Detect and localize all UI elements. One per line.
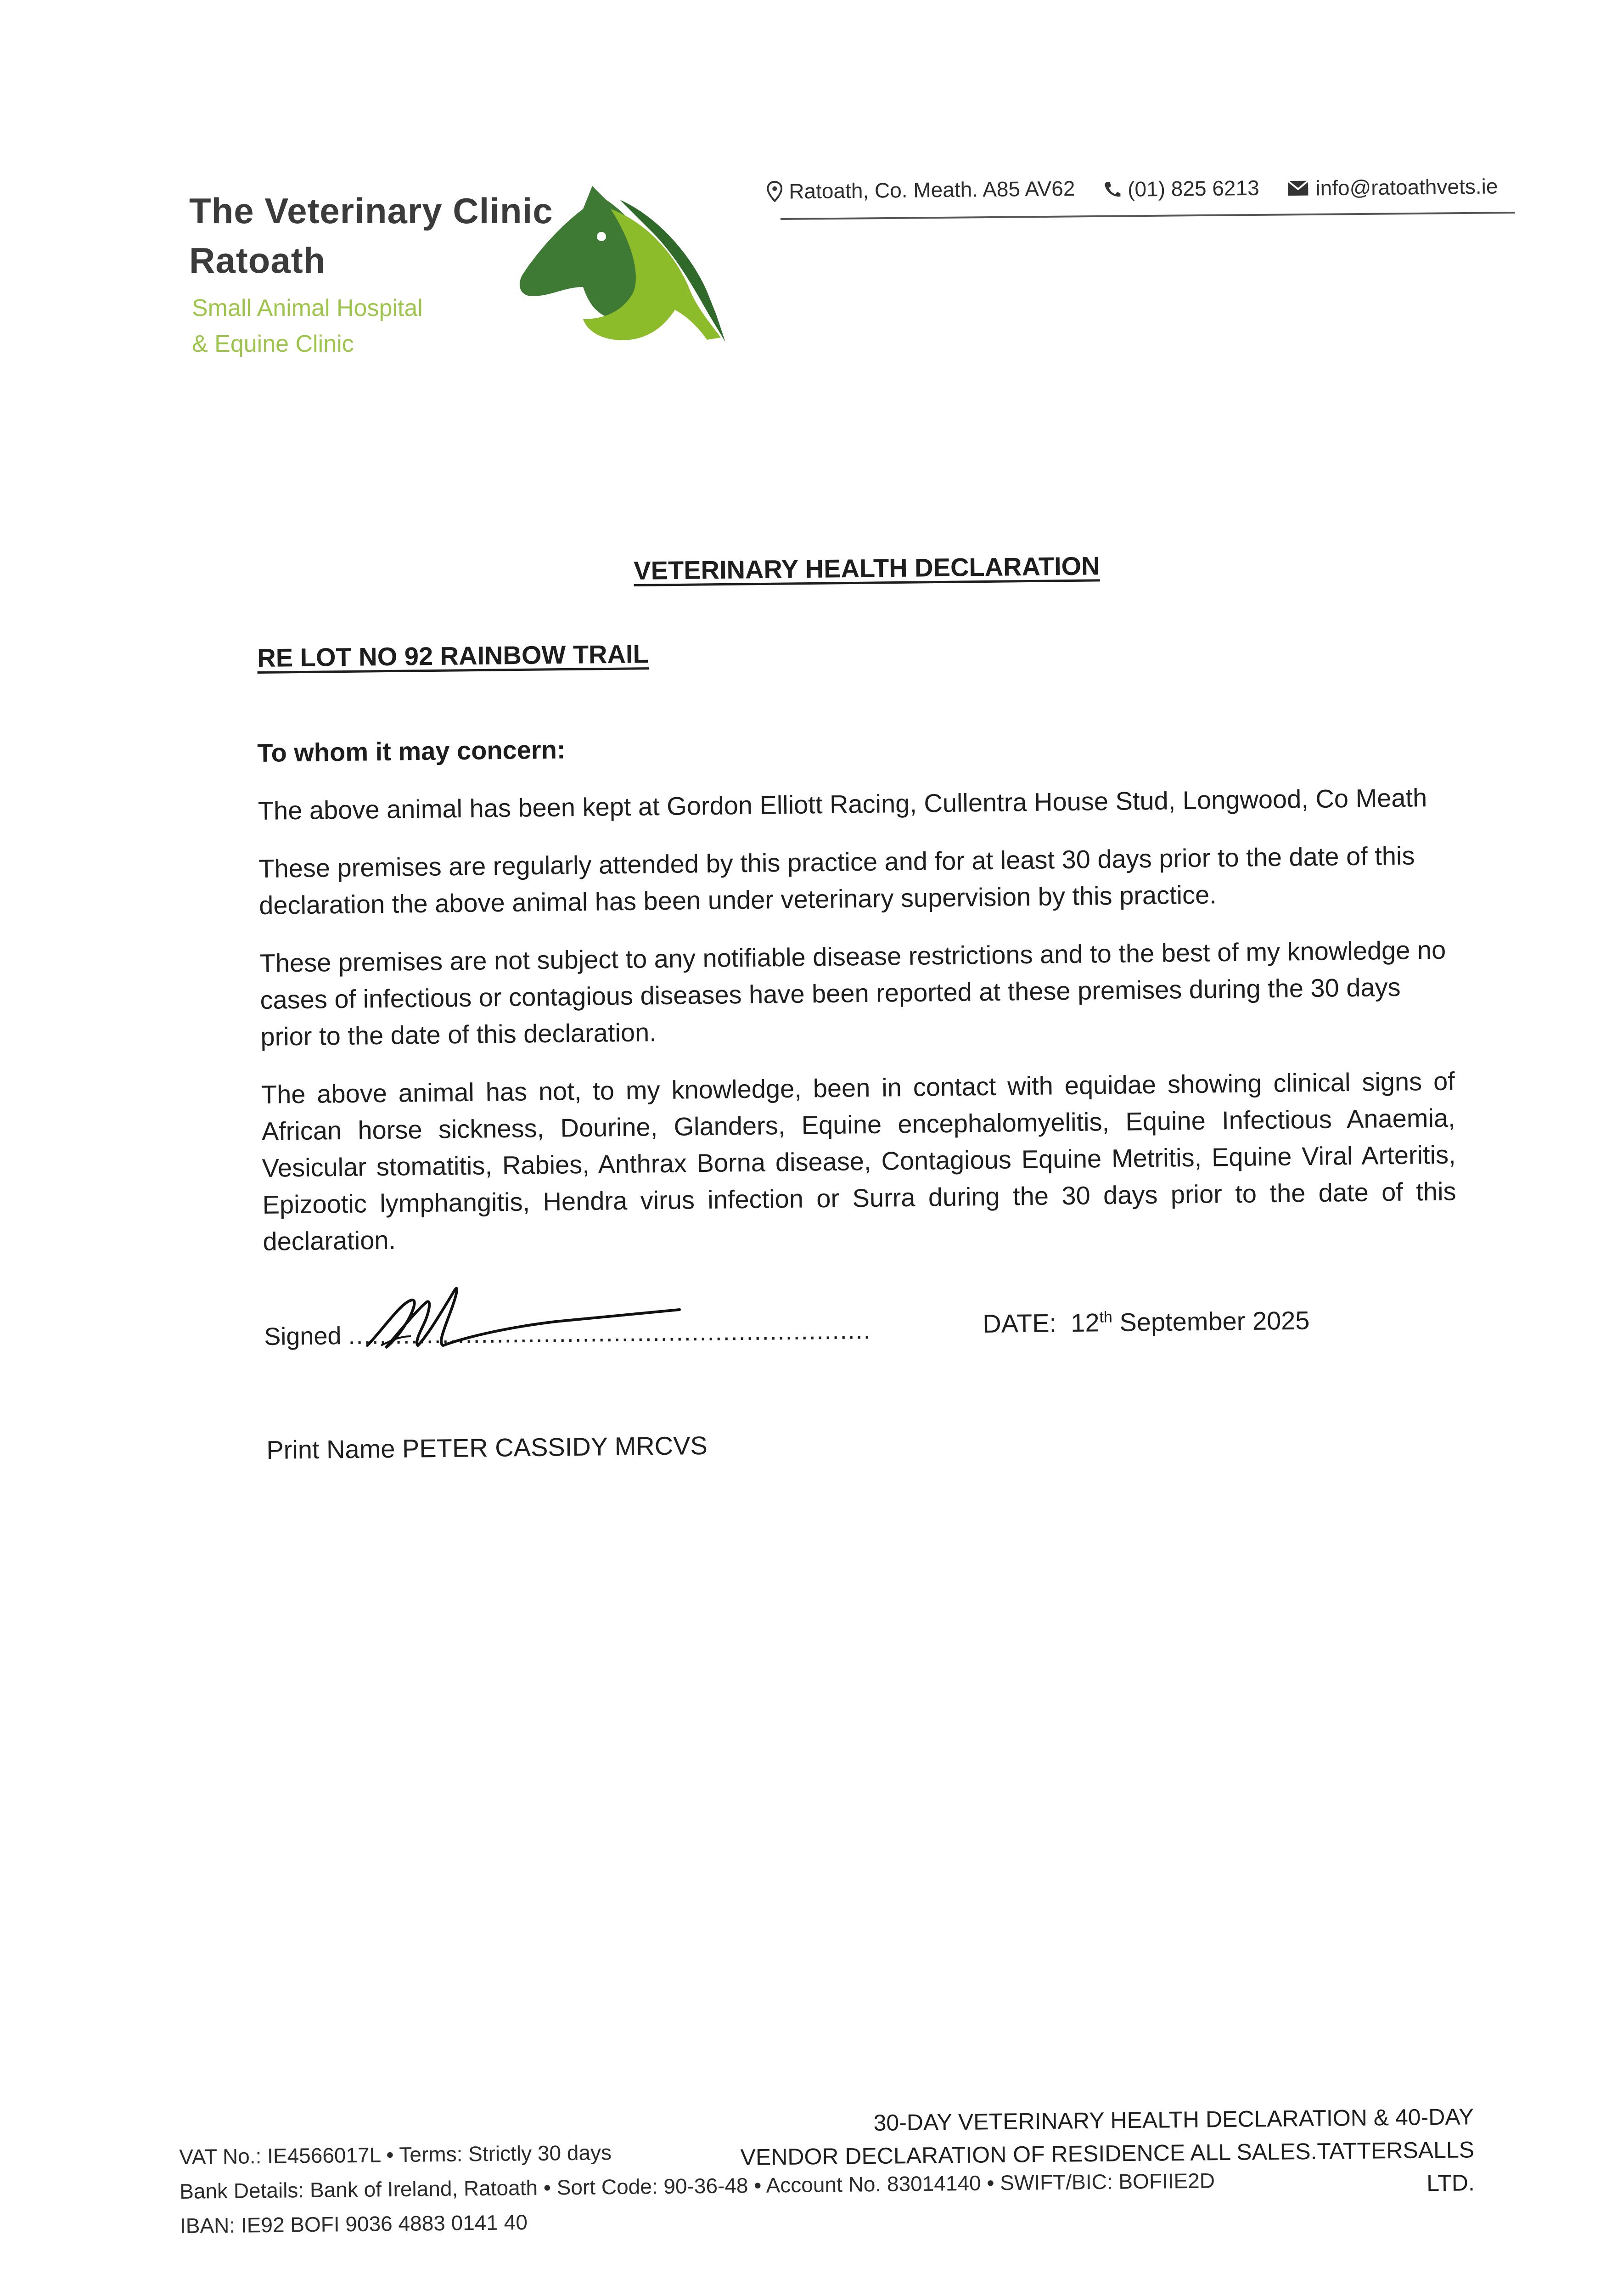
contact-bar [767, 171, 1516, 216]
date-day: 12 [1070, 1308, 1100, 1337]
address-item [767, 176, 1075, 204]
declaration-body [257, 721, 1457, 1281]
declaration-date [983, 1306, 1310, 1339]
paragraph-residence: The above animal has been kept at Gordon Elliott Racing, Cullentra House Stud, Longwood, Co Meath [258, 783, 1427, 825]
greeting: To whom it may concern: [257, 735, 566, 767]
clinic-subtitle-line2: & Equine Clinic [192, 331, 354, 357]
signature-dotted-line: ................................................................... [348, 1317, 871, 1350]
signed-label: Signed [264, 1322, 342, 1351]
paragraph-diseases: The above animal has not, to my knowledge, been in contact with equidae showing clinical signs of African horse sickness, Dourine, Glanders, Equine encephalomyelitis, Equine Infectious Anaemia, Vesicular stomatitis, Rabies, Anthrax Borna disease, Contagious Equine Metritis, Equine Viral Arteritis, Epizootic lymphangitis, Hendra virus infection or Surra during the 30 days prior to the date of this declaration. [261, 1066, 1456, 1256]
iban-line: IBAN: IE92 BOFI 9036 4883 0141 40 [180, 2210, 528, 2238]
location-pin-icon [767, 181, 782, 202]
date-rest: September 2025 [1119, 1306, 1310, 1337]
horse-eye [597, 232, 606, 241]
phone-text: (01) 825 6213 [1127, 175, 1259, 201]
paragraph-restrictions: These premises are not subject to any notifiable disease restrictions and to the best of my knowledge no cases of infectious or contagious diseases have been reported at these premises during the 30 days prior to the date of this declaration. [259, 935, 1446, 1051]
phone-item [1103, 175, 1259, 202]
stamp-line1: 30-DAY VETERINARY HEALTH DECLARATION & 40-DAY [873, 2104, 1474, 2136]
email-text: info@ratoathvets.ie [1315, 174, 1498, 200]
horse-logo-icon [514, 181, 735, 351]
print-name: Print Name PETER CASSIDY MRCVS [266, 1430, 708, 1464]
envelope-icon [1287, 180, 1309, 197]
clinic-name-line2: Ratoath [189, 240, 326, 281]
bank-line: Bank Details: Bank of Ireland, Ratoath • Sort Code: 90-36-48 • Account No. 83014140 • SWIFT/BIC: BOFIIE2D [179, 2168, 1215, 2203]
vat-line: VAT No.: IE4566017L • Terms: Strictly 30 days [179, 2140, 612, 2169]
paragraph-supervision: These premises are regularly attended by this practice and for at least 30 days prior to the date of this declaration the above animal has been under veterinary supervision by this practice. [258, 841, 1415, 920]
address-text: Ratoath, Co. Meath. A85 AV62 [789, 176, 1075, 203]
clinic-subtitle [192, 290, 423, 362]
email-item [1287, 174, 1498, 201]
document-title: VETERINARY HEALTH DECLARATION [634, 551, 1100, 585]
clinic-subtitle-line1: Small Animal Hospital [192, 295, 423, 321]
handwritten-signature [349, 1267, 698, 1359]
stamp-line2: VENDOR DECLARATION OF RESIDENCE ALL SALES.TATTERSALLS LTD. [740, 2137, 1475, 2196]
clinic-name-line1: The Veterinary Clinic [189, 191, 553, 231]
clinic-name [189, 186, 553, 285]
phone-icon [1103, 180, 1121, 198]
footer-stamp [739, 2100, 1475, 2207]
lot-reference: RE LOT NO 92 RAINBOW TRAIL [257, 639, 649, 672]
date-suffix: th [1099, 1308, 1112, 1326]
date-label: DATE: [983, 1308, 1057, 1338]
